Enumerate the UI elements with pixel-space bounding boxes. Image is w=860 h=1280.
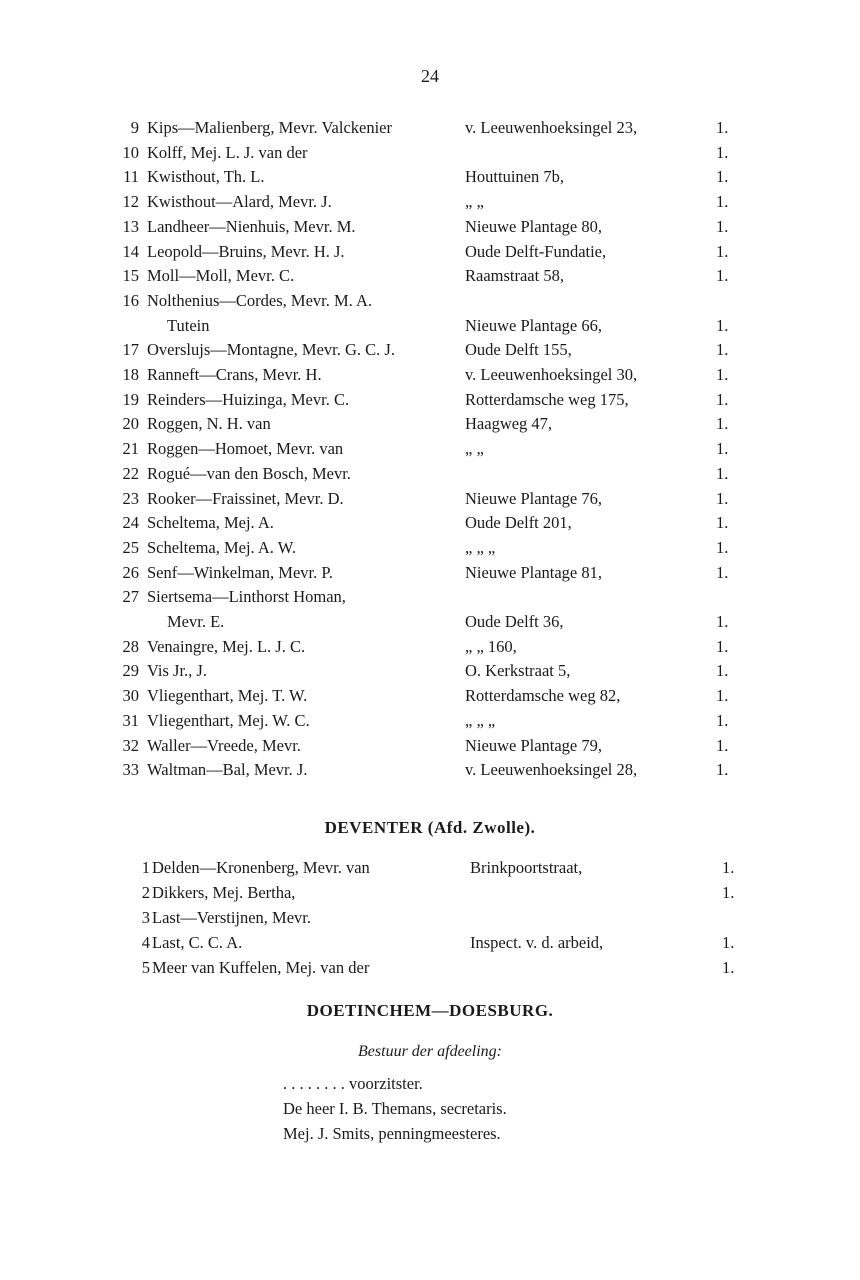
member-name: Senf—Winkelman, Mevr. P. [147, 562, 333, 582]
member-amount: 1. [716, 365, 729, 384]
member-name: Scheltema, Mej. A. [147, 513, 274, 533]
list-item [0, 955, 860, 980]
entry-number: 10 [122, 142, 139, 162]
member-amount: 1. [716, 414, 729, 434]
list-item [0, 880, 860, 905]
member-name: Delden—Kronenberg, Mevr. van [152, 858, 370, 877]
member-address: v. Leeuwenhoeksingel 28, [465, 760, 638, 780]
entry-number: 12 [122, 192, 139, 212]
member-name: Last, C. C. A. [152, 933, 243, 952]
member-amount: 1. [716, 710, 729, 730]
entry-number: 2 [141, 883, 150, 902]
member-address: Nieuwe Plantage 66, [465, 315, 603, 335]
member-amount: 1. [716, 340, 729, 360]
member-amount: 1. [716, 439, 729, 459]
entry-number: 4 [141, 933, 150, 952]
member-name: Vliegenthart, Mej. W. C. [147, 710, 310, 730]
member-name: Landheer—Nienhuis, Mevr. M. [147, 216, 356, 236]
entry-number: 28 [122, 636, 139, 656]
list-item [0, 189, 860, 214]
member-amount: 1. [722, 858, 735, 877]
member-address: O. Kerkstraat 5, [465, 661, 571, 681]
member-address: v. Leeuwenhoeksingel 23, [465, 118, 638, 137]
member-name: Mevr. E. [167, 612, 225, 631]
member-name: Waltman—Bal, Mevr. J. [147, 760, 308, 780]
member-amount: 1. [716, 266, 729, 286]
list-item [0, 634, 860, 659]
member-address: „ „ [465, 192, 484, 212]
member-amount: 1. [716, 192, 729, 212]
list-item [0, 905, 860, 930]
entry-number: 5 [141, 958, 150, 977]
member-name: Roggen, N. H. van [147, 414, 271, 434]
member-amount: 1. [716, 389, 729, 409]
board-subheading: Bestuur der afdeeling: [358, 1043, 502, 1060]
member-amount: 1. [716, 612, 729, 631]
member-name: Tutein [167, 315, 210, 335]
entry-number: 16 [122, 290, 139, 310]
member-address: Inspect. v. d. arbeid, [470, 933, 604, 952]
entry-number: 17 [122, 340, 139, 360]
member-name: Rooker—Fraissinet, Mevr. D. [147, 488, 344, 508]
member-amount: 1. [716, 636, 729, 656]
member-name: Nolthenius—Cordes, Mevr. M. A. [147, 290, 373, 310]
entry-number: 33 [122, 760, 139, 780]
list-item [0, 486, 860, 511]
member-name: Siertsema—Linthorst Homan, [147, 587, 346, 607]
member-address: Houttuinen 7b, [465, 167, 564, 187]
entry-number: 14 [122, 241, 139, 261]
list-item [0, 140, 860, 165]
member-name: Ranneft—Crans, Mevr. H. [147, 365, 322, 384]
member-address: „ „ „ [465, 537, 496, 557]
board-line-secretary: De heer I. B. Themans, secretaris. [283, 1099, 507, 1118]
member-name: Rogué—van den Bosch, Mevr. [147, 463, 351, 483]
member-amount: 1. [716, 118, 729, 137]
board-line-treasurer: Mej. J. Smits, penningmeesteres. [283, 1124, 501, 1143]
entry-number: 24 [122, 513, 139, 533]
entry-number: 27 [122, 587, 139, 607]
entry-number: 18 [122, 365, 139, 384]
member-name: Dikkers, Mej. Bertha, [152, 883, 296, 902]
list-item [0, 288, 860, 313]
list-item [0, 164, 860, 189]
member-name: Leopold—Bruins, Mevr. H. J. [147, 241, 345, 261]
entry-number: 26 [122, 562, 139, 582]
member-amount: 1. [716, 167, 729, 187]
member-name: Waller—Vreede, Mevr. [147, 735, 301, 755]
member-name: Kwisthout—Alard, Mevr. J. [147, 192, 332, 212]
entry-number: 13 [122, 216, 139, 236]
member-address: Oude Delft-Fundatie, [465, 241, 607, 261]
list-item [0, 658, 860, 683]
entry-number: 29 [122, 661, 139, 681]
list-item [0, 411, 860, 436]
member-name: Roggen—Homoet, Mevr. van [147, 439, 344, 459]
member-address: Raamstraat 58, [465, 266, 564, 286]
list-item [0, 387, 860, 412]
entry-number: 23 [122, 488, 139, 508]
member-name: Kwisthout, Th. L. [147, 167, 265, 187]
list-item [0, 263, 860, 288]
member-name: Reinders—Huizinga, Mevr. C. [147, 389, 350, 409]
member-amount: 1. [716, 513, 729, 533]
member-address: Nieuwe Plantage 81, [465, 562, 603, 582]
member-address: Rotterdamsche weg 82, [465, 686, 621, 706]
member-amount: 1. [716, 537, 729, 557]
list-item [0, 337, 860, 362]
list-item [0, 855, 860, 880]
page-number: 24 [421, 66, 439, 86]
list-item [0, 733, 860, 758]
section-heading-doetinchem: DOETINCHEM—DOESBURG. [306, 1001, 554, 1020]
member-amount: 1. [716, 735, 729, 755]
list-item [0, 436, 860, 461]
list-item [0, 560, 860, 585]
list-item [0, 510, 860, 535]
list-item [0, 214, 860, 239]
member-amount: 1. [716, 488, 729, 508]
list-item [0, 461, 860, 486]
member-amount: 1. [716, 241, 729, 261]
member-amount: 1. [716, 760, 729, 780]
entry-number: 25 [122, 537, 139, 557]
entry-number: 19 [122, 389, 139, 409]
member-name: Meer van Kuffelen, Mej. van der [152, 958, 370, 977]
list-item [0, 115, 860, 140]
member-name: Kips—Malienberg, Mevr. Valckenier [147, 118, 393, 137]
member-address: „ „ [465, 439, 484, 459]
member-name: Overslujs—Montagne, Mevr. G. C. J. [147, 340, 395, 360]
entry-number: 1 [141, 858, 150, 877]
entry-number: 20 [122, 414, 139, 434]
list-item [0, 584, 860, 609]
list-item [0, 609, 860, 634]
list-item [0, 930, 860, 955]
entry-number: 9 [130, 118, 139, 137]
member-amount: 1. [716, 463, 729, 483]
member-name: Vis Jr., J. [147, 661, 207, 681]
member-name: Moll—Moll, Mevr. C. [147, 266, 295, 286]
entry-number: 32 [122, 735, 139, 755]
member-name: Last—Verstijnen, Mevr. [152, 908, 312, 927]
list-item [0, 683, 860, 708]
section-heading-deventer: DEVENTER (Afd. Zwolle). [324, 818, 536, 837]
list-item [0, 362, 860, 387]
member-name: Kolff, Mej. L. J. van der [147, 142, 308, 162]
member-address: Nieuwe Plantage 80, [465, 216, 603, 236]
member-name: Scheltema, Mej. A. W. [147, 537, 296, 557]
entry-number: 11 [123, 167, 139, 187]
member-address: Oude Delft 36, [465, 612, 564, 631]
member-name: Venaingre, Mej. L. J. C. [147, 636, 306, 656]
member-address: „ „ „ [465, 710, 496, 730]
member-address: Oude Delft 201, [465, 513, 572, 533]
member-address: Haagweg 47, [465, 414, 553, 434]
list-item [0, 313, 860, 338]
member-name: Vliegenthart, Mej. T. W. [147, 686, 308, 706]
entry-number: 30 [122, 686, 139, 706]
entry-number: 31 [122, 710, 139, 730]
entry-number: 3 [141, 908, 150, 927]
member-address: „ „ 160, [465, 636, 517, 656]
member-amount: 1. [722, 883, 735, 902]
board-line-chair: . . . . . . . . voorzitster. [283, 1074, 423, 1093]
member-amount: 1. [722, 933, 735, 952]
member-address: Nieuwe Plantage 76, [465, 488, 603, 508]
list-item [0, 239, 860, 264]
member-amount: 1. [722, 958, 735, 977]
member-address: Nieuwe Plantage 79, [465, 735, 603, 755]
member-amount: 1. [716, 562, 729, 582]
member-amount: 1. [716, 216, 729, 236]
member-amount: 1. [716, 142, 729, 162]
member-amount: 1. [716, 315, 729, 335]
list-item [0, 757, 860, 782]
member-address: Brinkpoortstraat, [470, 858, 583, 877]
member-address: Oude Delft 155, [465, 340, 572, 360]
entry-number: 22 [122, 463, 139, 483]
entry-number: 15 [122, 266, 139, 286]
member-amount: 1. [716, 686, 729, 706]
member-address: v. Leeuwenhoeksingel 30, [465, 365, 638, 384]
list-item [0, 708, 860, 733]
entry-number: 21 [122, 439, 139, 459]
list-item [0, 535, 860, 560]
member-amount: 1. [716, 661, 729, 681]
member-address: Rotterdamsche weg 175, [465, 389, 629, 409]
